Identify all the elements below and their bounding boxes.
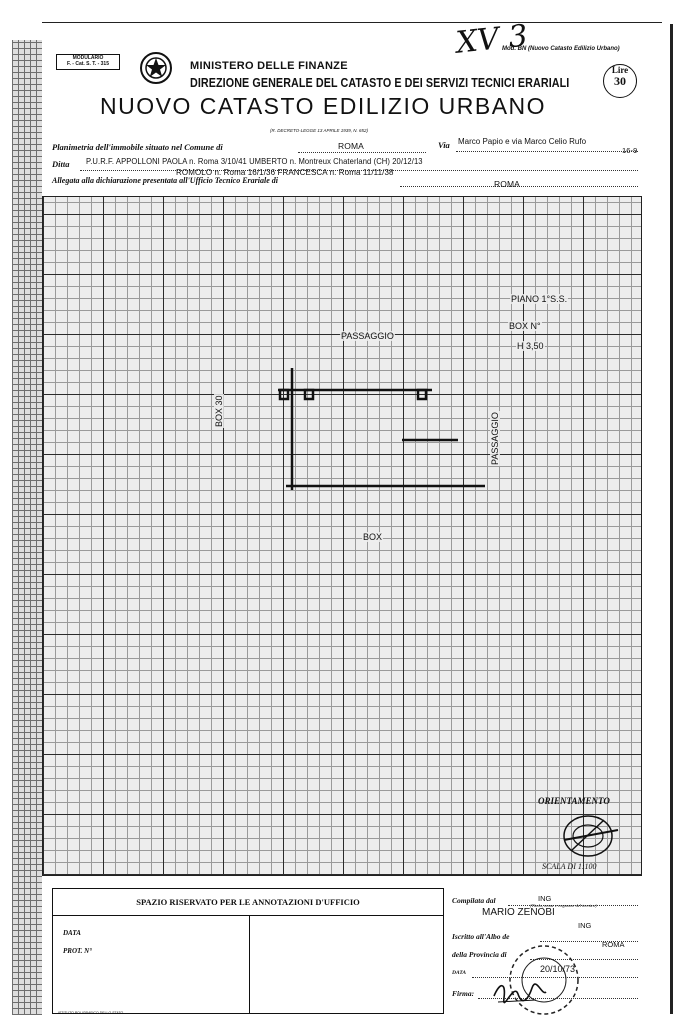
italian-emblem-icon	[138, 50, 174, 86]
office-annotations-box	[52, 888, 444, 1014]
via-value: Marco Papio e via Marco Celio Rufo	[458, 137, 587, 146]
comune-line	[298, 152, 426, 153]
printer-note: ISTITUTO POLIGRAFICO DELLO STATO	[58, 1011, 124, 1015]
office-data-label: DATA	[63, 929, 81, 937]
allegata-label: Allegata alla dichiarazione presentata all'Ufficio Tecnico Erariale di	[52, 176, 278, 185]
ditta-value: P.U.R.F. APPOLLONI PAOLA n. Roma 3/10/41 UMBERTO n. Montreux Chaterland (CH) 20/12/13	[86, 157, 423, 166]
iscritto-label: Iscritto all'Albo de	[452, 932, 510, 941]
right-border	[670, 24, 673, 1014]
label-box-bottom: BOX	[363, 532, 383, 542]
handwritten-mark: XV 3	[454, 18, 530, 61]
office-divider	[249, 915, 250, 1013]
orientamento-label: ORIENTAMENTO	[538, 796, 610, 806]
handwritten-signature	[490, 976, 550, 1006]
label-passaggio-right: PASSAGGIO	[490, 412, 500, 465]
lire-stamp	[603, 64, 637, 98]
ditta-label: Ditta	[52, 159, 70, 169]
label-box-n: BOX N°	[509, 321, 541, 331]
label-height: H 3,50	[517, 341, 544, 351]
compass-icon	[560, 808, 624, 860]
direzione-heading: DIREZIONE GENERALE DEL CATASTO E DEI SERVIZI TECNICI ERARIALI	[190, 76, 570, 90]
planimetria-label: Planimetria dell'immobile situato nel Comune di	[52, 142, 223, 152]
sig-data-value: 20/10/73	[540, 964, 576, 974]
via-line	[456, 151, 638, 152]
top-border	[42, 22, 662, 23]
decree-reference: (R. DECRETO-LEGGE 13 APRILE 1939, N. 652)	[270, 128, 369, 133]
compilata-name: MARIO ZENOBI	[482, 907, 555, 918]
ditta-continuation: ROMOLO n. Roma 16/1/36 FRANCESCA n. Roma 11/11/38	[176, 168, 394, 177]
comune-value: ROMA	[338, 141, 364, 151]
label-box-30: BOX 30	[214, 395, 224, 427]
provincia-label: della Provincia di	[452, 950, 507, 959]
sig-data-label: DATA	[452, 970, 467, 976]
scale-label: SCALA DI 1:100	[542, 862, 597, 871]
lire-value: 30	[614, 74, 626, 88]
left-binding-strip	[12, 40, 42, 1015]
albo-value: ING	[578, 921, 592, 930]
office-prot-label: PROT. N°	[63, 947, 92, 955]
plan-pillar-mid	[305, 390, 313, 399]
provincia-value: ROMA	[602, 940, 625, 949]
via-label: Via	[438, 140, 450, 150]
civico-value: 16-9	[622, 146, 638, 155]
firma-label: Firma:	[452, 989, 475, 998]
modulario-box: MODULARIO F. - Cat. S. T. - 315	[56, 54, 120, 70]
plan-pillar-right	[418, 390, 426, 399]
compilata-note: (Titolo, nome e cognome del tecnico)	[530, 903, 597, 908]
ministero-heading: MINISTERO DELLE FINANZE	[190, 60, 348, 72]
model-tag: Mod. BN (Nuovo Catasto Edilizio Urbano)	[502, 46, 620, 52]
plan-grid-area	[42, 196, 642, 876]
lire-label: Lire	[611, 65, 629, 75]
label-piano: PIANO 1°S.S.	[511, 294, 568, 304]
compilata-title: ING	[538, 894, 552, 903]
label-passaggio-top: PASSAGGIO	[341, 331, 394, 341]
office-heading: SPAZIO RISERVATO PER LE ANNOTAZIONI D'UFFICIO	[53, 889, 443, 916]
compilata-label: Compilata dal	[452, 896, 496, 905]
plan-pillar-left	[280, 390, 288, 399]
document-title: NUOVO CATASTO EDILIZIO URBANO	[100, 93, 547, 119]
ufficio-value: ROMA	[494, 179, 520, 189]
